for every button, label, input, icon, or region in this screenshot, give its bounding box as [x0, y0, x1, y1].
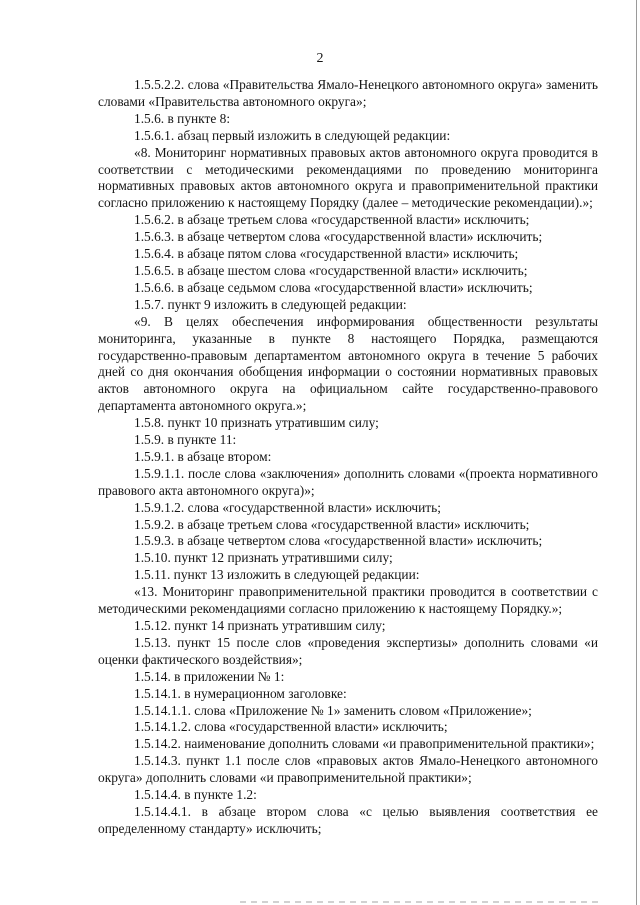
paragraph: 1.5.6.1. абзац первый изложить в следующей редакции:	[134, 127, 451, 143]
paragraph: 1.5.14.1. в нумерационном заголовке:	[134, 685, 347, 701]
paragraph: 1.5.9.2. в абзаце третьем слова «государственной власти» исключить;	[134, 516, 530, 532]
paragraph: 1.5.14.1.2. слова «государственной власти» исключить;	[134, 719, 448, 735]
page-number: 2	[316, 51, 324, 66]
paragraph: 1.5.14.4.1. в абзаце втором слова «с целью выявления соответствия ее определенному стандарту» исключить;	[98, 803, 598, 836]
paragraph: 1.5.12. пункт 14 признать утратившим силу;	[134, 618, 386, 633]
paragraph: 1.5.9.1. в абзаце втором:	[134, 448, 272, 464]
paragraph: 1.5.14. в приложении № 1:	[134, 668, 285, 684]
paragraph: 1.5.9.3. в абзаце четвертом слова «государственной власти» исключить;	[134, 533, 543, 549]
paragraph: 1.5.14.4. в пункте 1.2:	[134, 787, 257, 803]
paragraph: 1.5.6.2. в абзаце третьем слова «государственной власти» исключить;	[134, 212, 530, 228]
paragraph: 1.5.6.5. в абзаце шестом слова «государственной власти» исключить;	[134, 262, 528, 278]
paragraph: «8. Мониторинг нормативных правовых актов автономного округа проводится в соответствии с методическими рекомендациями по проведению мониторинга нормативных правовых актов автономного округа и правоприменительной практики согласно приложению к настоящему Порядку (далее – методические рекомендации).»;	[98, 144, 598, 211]
paragraph: 1.5.7. пункт 9 изложить в следующей редакции:	[134, 296, 407, 312]
paragraph: 1.5.6.3. в абзаце четвертом слова «государственной власти» исключить;	[134, 229, 543, 245]
paragraph: 1.5.8. пункт 10 признать утратившим силу;	[134, 415, 379, 431]
scan-artifact	[240, 901, 600, 903]
paragraph: 1.5.14.1.1. слова «Приложение № 1» заменить словом «Приложение»;	[134, 702, 532, 718]
paragraph: 1.5.9. в пункте 11:	[134, 432, 237, 448]
paragraph: 1.5.5.2.2. слова «Правительства Ямало-Ненецкого автономного округа» заменить словами «Правительства автономного округа»;	[98, 77, 598, 109]
paragraph: 1.5.14.3. пункт 1.1 после слов «правовых актов Ямало-Ненецкого автономного округа» дополнить словами «и правоприменительной практики»;	[98, 753, 598, 786]
paragraph: «13. Мониторинг правоприменительной практики проводится в соответствии с методическими рекомендациями согласно приложению к настоящему Порядку.»;	[98, 584, 598, 617]
scan-edge	[636, 0, 637, 905]
paragraph: 1.5.6.6. в абзаце седьмом слова «государственной власти» исключить;	[134, 279, 533, 295]
paragraph: 1.5.6. в пункте 8:	[134, 110, 231, 126]
paragraph: «9. В целях обеспечения информирования общественности результаты мониторинга, указанные в пункте 8 настоящего Порядка, размещаются государственно-правовым департаментом автономного округа в течение 5 рабочих дней со дня окончания обобщения информации о состоянии нормативных правовых актов автономного округа на официальном сайте государственно-правового департамента автономного округа.»;	[98, 313, 598, 414]
paragraph: 1.5.10. пункт 12 признать утратившими силу;	[134, 550, 393, 566]
paragraph: 1.5.9.1.1. после слова «заключения» дополнить словами «(проекта нормативного правового акта автономного округа)»;	[98, 465, 598, 498]
paragraph: 1.5.13. пункт 15 после слов «проведения экспертизы» дополнить словами «и оценки фактического воздействия»;	[98, 634, 598, 667]
paragraph: 1.5.14.2. наименование дополнить словами «и правоприменительной практики»;	[134, 736, 595, 752]
paragraph: 1.5.9.1.2. слова «государственной власти» исключить;	[134, 499, 441, 515]
document-body	[98, 77, 598, 838]
paragraph: 1.5.6.4. в абзаце пятом слова «государственной власти» исключить;	[134, 246, 519, 262]
paragraph: 1.5.11. пункт 13 изложить в следующей редакции:	[134, 567, 420, 583]
